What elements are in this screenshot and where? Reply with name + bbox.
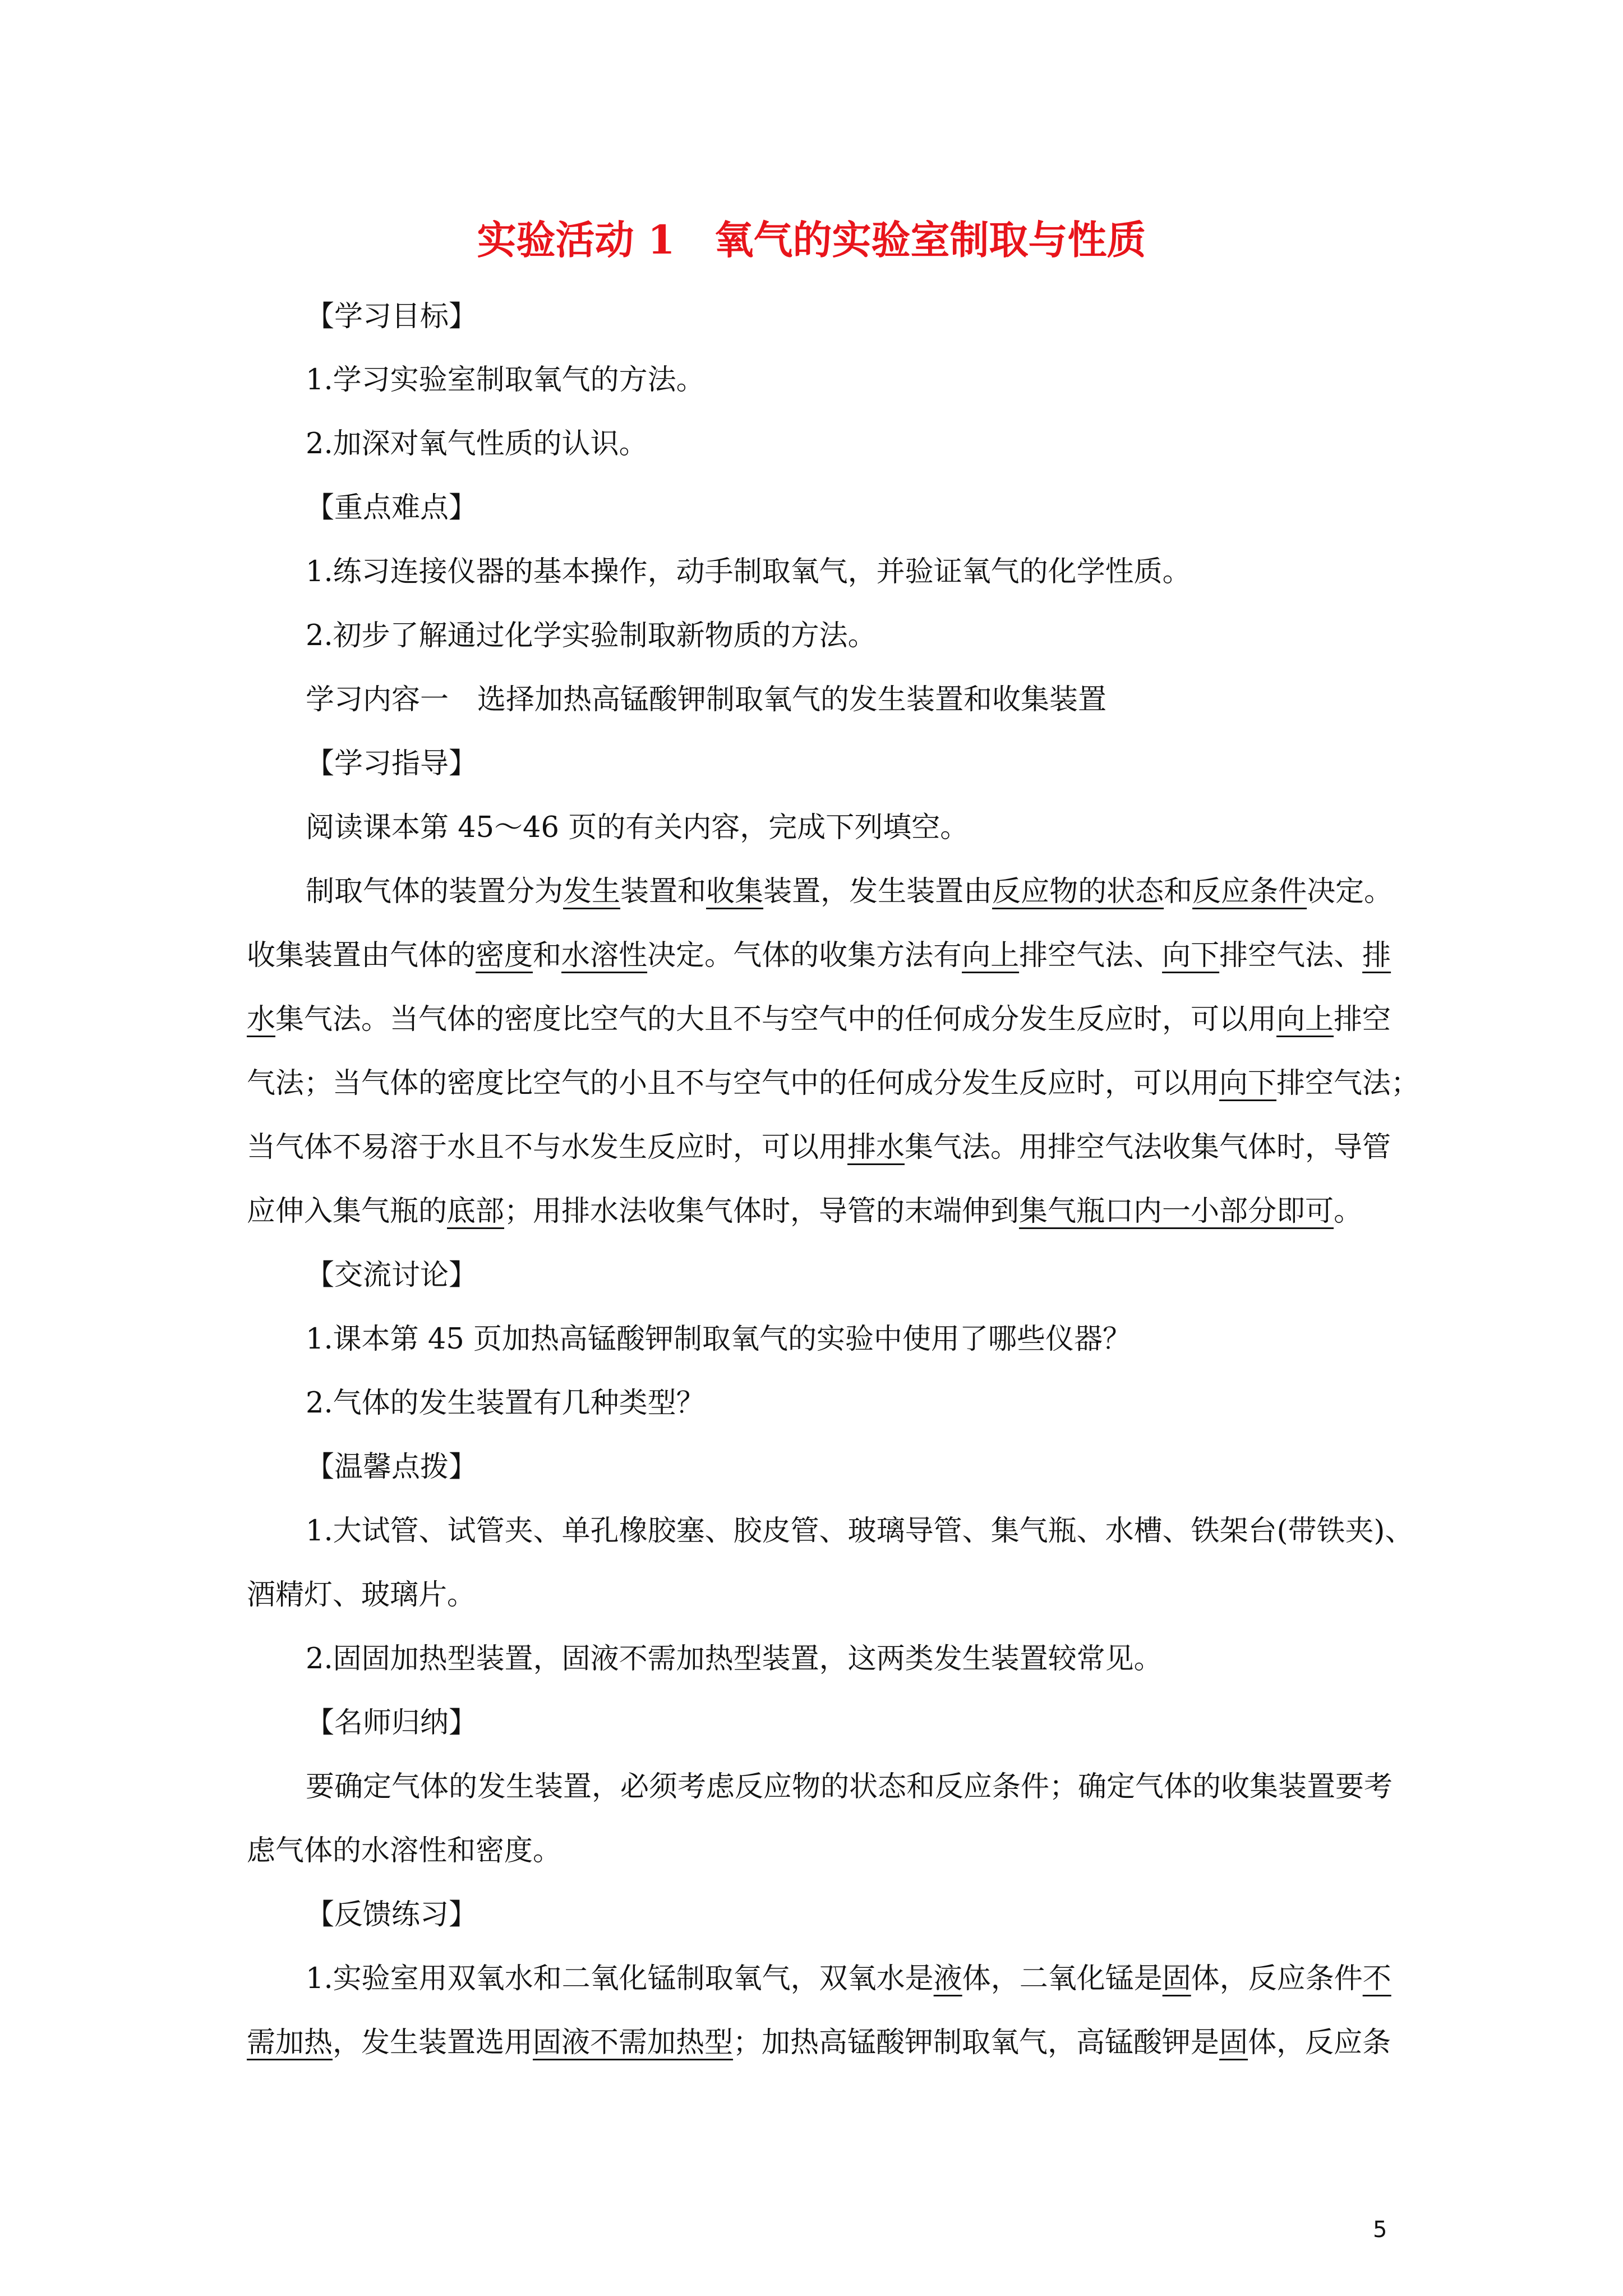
answer-blank: 固液不需加热型 [533,2026,734,2059]
section-heading-summary: 【名师归纳】 [306,1706,478,1740]
answer-blank: 集气瓶口内一小部分即可 [1019,1195,1334,1228]
answer-blank: 水 [247,1003,276,1036]
paragraph-line-1 [306,872,1393,912]
text: ，发生装置选用 [333,2026,533,2059]
section-heading-guide: 【学习指导】 [306,747,478,780]
section-heading-practice: 【反馈练习】 [306,1898,478,1931]
text: 排空气法、 [1019,939,1163,972]
text: 决定。气体的收集方法有 [647,939,962,972]
text: 集气法。用排空气法收集气体时，导管 [905,1131,1391,1164]
answer-blank: 排 [1362,939,1391,972]
text: 排空气法； [1276,1067,1420,1100]
answer-blank: 反应物的状态 [992,875,1164,908]
answer-blank: 液 [933,1962,962,1995]
section-heading-goals: 【学习目标】 [306,300,478,333]
text: ；用排水法收集气体时，导管的末端伸到 [504,1195,1020,1228]
answer-blank: 向下 [1219,1067,1277,1100]
text: 体，二氧化锰是 [962,1962,1163,1995]
goal-item-1: 1.学习实验室制取氧气的方法。 [306,364,705,397]
text: 体，反应条 [1248,2026,1391,2059]
summary-line-2: 虑气体的水溶性和密度。 [247,1834,562,1867]
paragraph-line-5 [247,1128,1391,1167]
text: 排空气法、 [1219,939,1363,972]
page-number: 5 [1373,2217,1387,2243]
answer-blank: 发生 [563,875,621,908]
answer-blank: 密度 [476,939,533,972]
answer-blank: 固 [1162,1962,1191,1995]
section-heading-discussion: 【交流讨论】 [306,1259,478,1292]
text: ；加热高锰酸钾制取氧气，高锰酸钾是 [733,2026,1220,2059]
text: 。 [1334,1195,1363,1228]
answer-blank: 排水 [847,1131,905,1164]
answer-blank: 水溶性 [561,939,648,972]
answer-blank: 向上 [1276,1003,1334,1036]
text: 集气法。当气体的密度比空气的大且不与空气中的任何成分发生反应时，可以用 [275,1003,1277,1036]
discussion-item-2: 2.气体的发生装置有几种类型？ [306,1387,705,1420]
paragraph-line-4 [247,1064,1419,1103]
discussion-item-1: 1.课本第 45 页加热高锰酸钾制取氧气的实验中使用了哪些仪器？ [306,1323,1131,1356]
content-heading: 学习内容一 选择加热高锰酸钾制取氧气的发生装置和收集装置 [306,683,1107,716]
answer-blank: 收集 [706,875,764,908]
page-title: 实验活动 1 氧气的实验室制取与性质 [477,217,1146,263]
text: 制取气体的装置分为 [306,875,564,908]
text: 当气体不易溶于水且不与水发生反应时，可以用 [247,1131,848,1164]
paragraph-line-2 [247,936,1391,976]
answer-blank: 固 [1219,2026,1248,2059]
paragraph-line-3 [247,1000,1391,1039]
text: 装置和 [620,875,707,908]
text: 收集装置由气体的 [247,939,476,972]
text: 体，反应条件 [1191,1962,1363,1995]
text: 排空 [1334,1003,1391,1036]
text: 决定。 [1307,875,1393,908]
text: 装置，发生装置由 [763,875,993,908]
section-heading-tips: 【温馨点拨】 [306,1451,478,1484]
text: 和 [533,939,562,972]
tips-item-1-line-2: 酒精灯、玻璃片。 [247,1579,476,1612]
key-item-1: 1.练习连接仪器的基本操作，动手制取氧气，并验证氧气的化学性质。 [306,555,1191,588]
summary-line-1: 要确定气体的发生装置，必须考虑反应物的状态和反应条件；确定气体的收集装置要考 [306,1770,1393,1803]
answer-blank: 向下 [1162,939,1220,972]
guide-text: 阅读课本第 45～46 页的有关内容，完成下列填空。 [306,811,969,844]
paragraph-line-6 [247,1192,1362,1231]
practice-line-1 [306,1959,1391,1999]
section-heading-key-points: 【重点难点】 [306,491,478,524]
answer-blank: 底部 [447,1195,505,1228]
tips-item-2: 2.固固加热型装置，固液不需加热型装置，这两类发生装置较常见。 [306,1642,1163,1676]
practice-line-2 [247,2023,1391,2063]
goal-item-2: 2.加深对氧气性质的认识。 [306,427,648,461]
answer-blank: 不 [1362,1962,1391,1995]
text: 和 [1164,875,1193,908]
key-item-2: 2.初步了解通过化学实验制取新物质的方法。 [306,619,877,652]
answer-blank: 反应条件 [1192,875,1307,908]
answer-blank: 需加热 [247,2026,333,2059]
answer-blank: 向上 [962,939,1020,972]
text: 1.实验室用双氧水和二氧化锰制取氧气，双氧水是 [306,1962,934,1995]
text: 应伸入集气瓶的 [247,1195,448,1228]
text: 气法；当气体的密度比空气的小且不与空气中的任何成分发生反应时，可以用 [247,1067,1220,1100]
tips-item-1-line-1: 1.大试管、试管夹、单孔橡胶塞、胶皮管、玻璃导管、集气瓶、水槽、铁架台(带铁夹)、 [306,1515,1414,1548]
